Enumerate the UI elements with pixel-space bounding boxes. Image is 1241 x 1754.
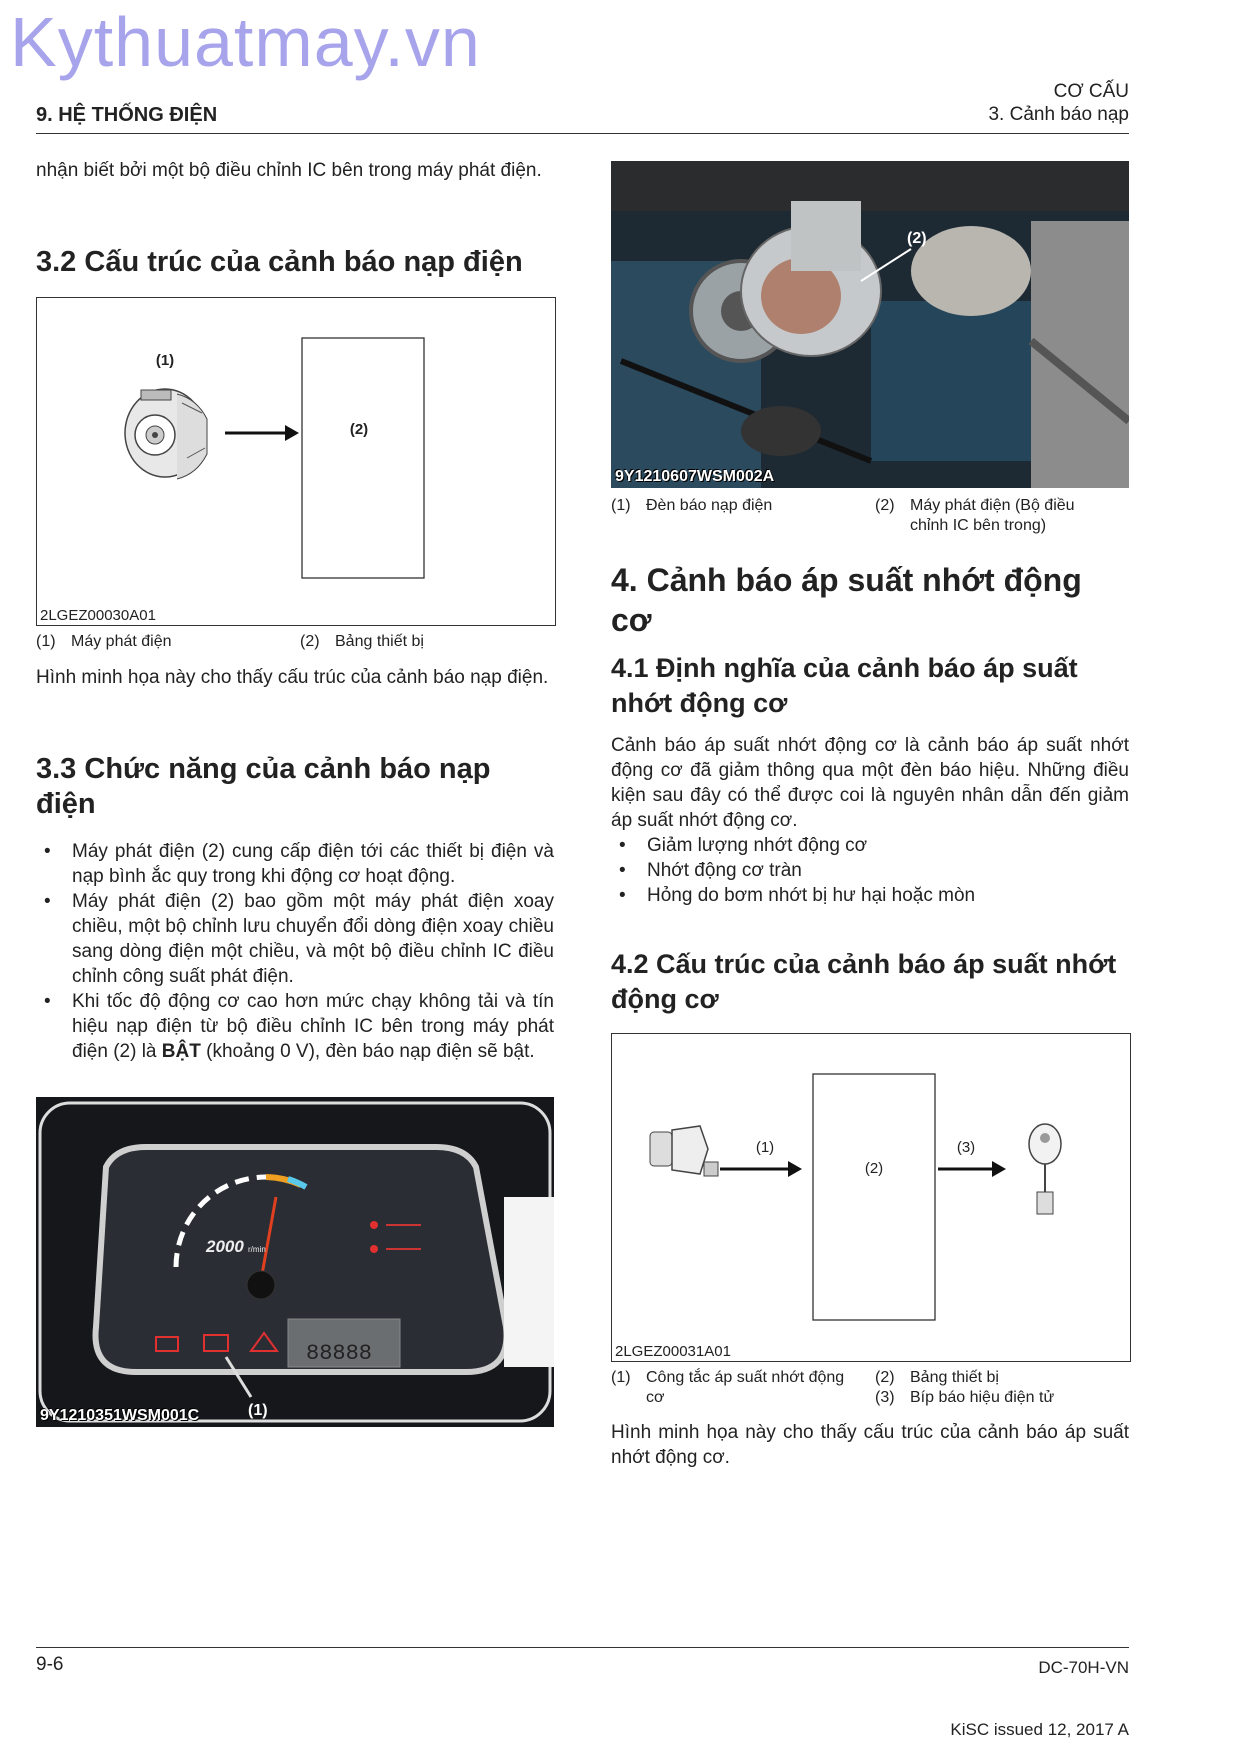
instrument-panel-box	[813, 1074, 935, 1320]
caption-text: Máy phát điện (Bộ điều chỉnh IC bên trong)	[910, 497, 1075, 534]
header-subsection: 3. Cảnh báo nạp	[988, 104, 1129, 125]
arrow-head	[285, 425, 299, 441]
figure-id: 2LGEZ00030A01	[40, 607, 156, 624]
engine-photo-caption	[611, 496, 1129, 538]
caption-number: (2)	[300, 633, 320, 650]
document-code: DC-70H-VN	[1038, 1658, 1129, 1677]
bullet-item: • Máy phát điện (2) cung cấp điện tới các thiết bị điện và nạp bình ắc quy trong khi động cơ hoạt động.	[36, 839, 554, 889]
caption-number: (1)	[611, 1369, 631, 1386]
caption-number: (1)	[36, 633, 56, 650]
rpm-label: 2000	[206, 1237, 244, 1256]
caption-text: Bíp báo hiệu điện tử	[910, 1389, 1055, 1406]
photo-dashboard	[36, 1097, 554, 1427]
header-rule	[36, 133, 1129, 134]
caption-text: Bảng thiết bị	[910, 1369, 999, 1386]
fig2-label-2: (2)	[864, 1160, 884, 1177]
issue-info: KiSC issued 12, 2017 A	[950, 1720, 1129, 1739]
section-4-title: 4. Cảnh báo áp suất nhớt động cơ	[611, 562, 1082, 638]
photo-id: 9Y1210607WSM002A	[615, 468, 775, 485]
alternator-icon	[125, 389, 207, 479]
caption-number: (1)	[611, 497, 631, 514]
caption-text: Bảng thiết bị	[335, 633, 424, 650]
section-header: 9. HỆ THỐNG ĐIỆN	[36, 104, 218, 126]
watermark: Kythuatmay.vn	[10, 3, 481, 81]
footer-rule	[36, 1647, 1129, 1648]
bullet-item: • Nhớt động cơ tràn	[611, 858, 1129, 883]
section-3-3-title: 3.3 Chức năng của cảnh báo nạp điện	[36, 753, 491, 820]
section-4-2-title: 4.2 Cấu trúc của cảnh báo áp suất nhớt động cơ	[611, 949, 1117, 1014]
bullet-text: Khi tốc độ động cơ cao hơn mức chạy không tải và tín hiệu nạp điện từ bộ điều chỉnh IC bên trong máy phát điện (2) là	[72, 991, 554, 1062]
figure-2-caption	[611, 1368, 1129, 1410]
bullet-bold-text: BẬT	[161, 1041, 201, 1062]
figure-charge-warning-structure	[36, 297, 556, 626]
header-chapter: CƠ CẤU	[1053, 81, 1129, 102]
figure-oil-pressure-structure	[611, 1033, 1131, 1362]
caption-text: Máy phát điện	[71, 633, 172, 650]
fig1-label-1: (1)	[155, 352, 175, 369]
figure-oil-diagram	[612, 1034, 1130, 1361]
section-4-1-title: 4.1 Định nghĩa của cảnh báo áp suất nhớt động cơ	[611, 653, 1078, 718]
oil-pressure-switch-icon	[650, 1126, 718, 1176]
section-4-1-paragraph: Cảnh báo áp suất nhớt động cơ là cảnh báo áp suất nhớt động cơ đã giảm thông qua một đèn báo hiệu. Những điều kiện sau đây có thể được coi là nguyên nhân dẫn đến giảm áp suất nhớt động cơ.	[611, 735, 1129, 831]
caption-text: Công tắc áp suất nhớt động cơ	[646, 1369, 845, 1406]
dash-label-1: (1)	[248, 1402, 268, 1419]
function-bullet-list	[36, 839, 554, 1064]
engine-label-2: (2)	[907, 230, 927, 247]
photo-engine-alternator	[611, 161, 1129, 488]
dashboard-illustration	[36, 1097, 554, 1427]
bullet-text: (khoảng 0 V), đèn báo nạp điện sẽ bật.	[200, 1041, 535, 1062]
bullet-item: • Giảm lượng nhớt động cơ	[611, 833, 1129, 858]
figure-id: 2LGEZ00031A01	[615, 1343, 731, 1360]
bullet-item	[36, 989, 554, 1064]
buzzer-icon	[1029, 1124, 1061, 1214]
bullet-item: • Hỏng do bơm nhớt bị hư hại hoặc mòn	[611, 883, 1129, 908]
photo-id: 9Y1210351WSM001C	[40, 1407, 200, 1424]
instrument-panel-box	[302, 338, 424, 578]
header-right	[988, 80, 1129, 126]
section-3-2-title: 3.2 Cấu trúc của cảnh báo nạp điện	[36, 246, 523, 278]
caption-number: (2)	[875, 497, 895, 514]
arrow-head	[788, 1161, 802, 1177]
figure-2-description: Hình minh họa này cho thấy cấu trúc của cảnh báo áp suất nhớt động cơ.	[611, 1422, 1129, 1468]
bullet-item: • Máy phát điện (2) bao gồm một máy phát điện xoay chiều, một bộ chỉnh lưu chuyển đổi dòng điện xoay chiều sang dòng điện một chiều, và một bộ điều chỉnh IC điều chỉnh công suất phát điện.	[36, 889, 554, 989]
fig2-label-1: (1)	[755, 1139, 775, 1156]
caption-number: (2)	[875, 1369, 895, 1386]
lcd-display: 88888	[306, 1341, 373, 1366]
intro-paragraph: nhận biết bởi một bộ điều chỉnh IC bên trong máy phát điện.	[36, 160, 542, 181]
figure-1-caption	[36, 632, 554, 652]
rpm-unit: r/min	[248, 1245, 266, 1254]
engine-illustration	[611, 161, 1129, 488]
figure-1-description: Hình minh họa này cho thấy cấu trúc của cảnh báo nạp điện.	[36, 667, 549, 688]
caption-number: (3)	[875, 1389, 895, 1406]
fig1-label-2: (2)	[349, 421, 369, 438]
page-number: 9-6	[36, 1654, 64, 1675]
figure-charge-diagram	[37, 298, 555, 625]
caption-text: Đèn báo nạp điện	[646, 497, 773, 514]
arrow-head	[992, 1161, 1006, 1177]
cause-bullet-list	[611, 833, 1129, 908]
fig2-label-3: (3)	[956, 1139, 976, 1156]
